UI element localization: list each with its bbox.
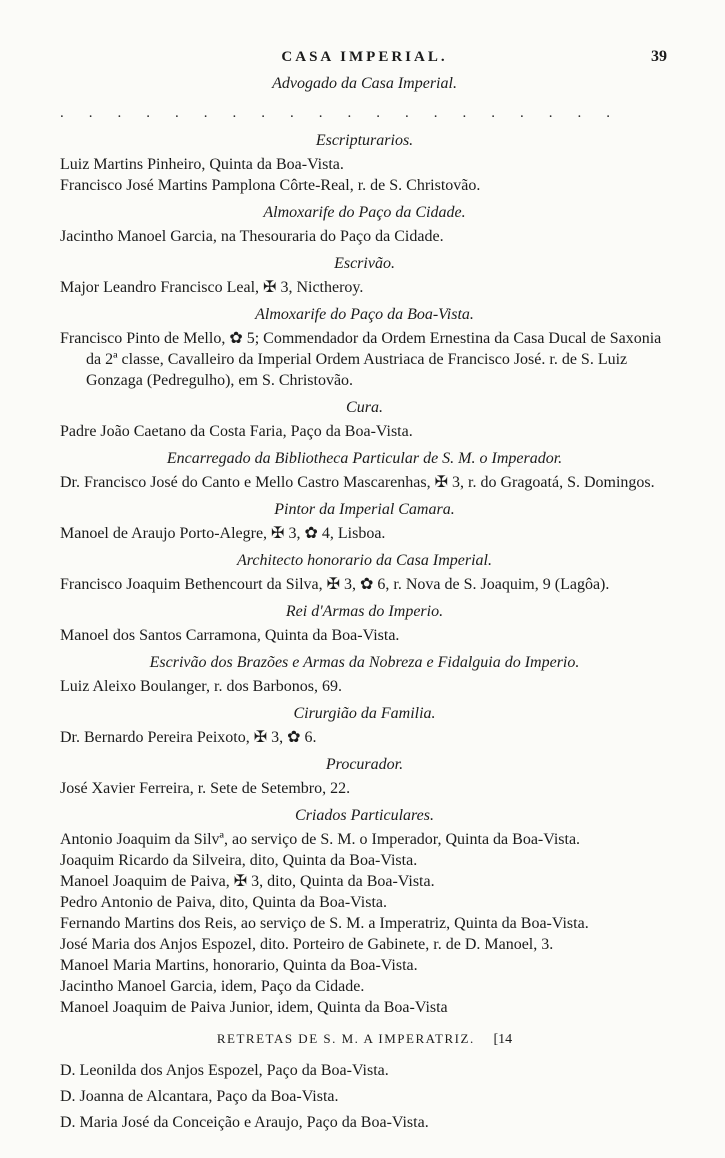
section-heading: Cura. xyxy=(346,399,383,416)
directory-entry: Luiz Aleixo Boulanger, r. dos Barbonos, 69. xyxy=(60,678,342,695)
dotted-separator: .................... xyxy=(60,105,635,121)
directory-entry: Manoel Joaquim de Paiva, ✠ 3, dito, Quinta da Boa-Vista. xyxy=(60,873,435,890)
section-heading: Almoxarife do Paço da Boa-Vista. xyxy=(255,306,474,323)
section-cura xyxy=(60,397,669,442)
directory-entry: Antonio Joaquim da Silvª, ao serviço de S. M. o Imperador, Quinta da Boa-Vista. xyxy=(60,831,581,848)
directory-entry: Manoel dos Santos Carramona, Quinta da Boa-Vista. xyxy=(60,627,400,644)
directory-entry: D. Maria José da Conceição e Araujo, Paço da Boa-Vista. xyxy=(60,1114,429,1131)
section-rei-darmas xyxy=(60,601,669,646)
section-retretas xyxy=(60,1028,669,1133)
section-almoxarife-boa-vista xyxy=(60,304,669,391)
section-architecto xyxy=(60,550,669,595)
section-heading: Procurador. xyxy=(325,756,404,773)
section-heading-text: RETRETAS DE S. M. A IMPERATRIZ. xyxy=(216,1031,475,1046)
section-cirurgiao xyxy=(60,703,669,748)
directory-entry: Francisco José Martins Pamplona Côrte-Real, r. de S. Christovão. xyxy=(60,177,481,194)
directory-entry: Manoel Maria Martins, honorario, Quinta da Boa-Vista. xyxy=(60,957,418,974)
directory-entry: Dr. Bernardo Pereira Peixoto, ✠ 3, ✿ 6. xyxy=(60,729,317,746)
section-bibliotheca xyxy=(60,448,669,493)
directory-entry: Manoel Joaquim de Paiva Junior, idem, Quinta da Boa-Vista xyxy=(60,999,448,1016)
directory-entry: Jacintho Manoel Garcia, na Thesouraria do Paço da Cidade. xyxy=(60,228,444,245)
directory-entry: Padre João Caetano da Costa Faria, Paço da Boa-Vista. xyxy=(60,423,413,440)
section-heading: Rei d'Armas do Imperio. xyxy=(285,603,444,620)
section-escrivao xyxy=(60,253,669,298)
directory-entry: Pedro Antonio de Paiva, dito, Quinta da Boa-Vista. xyxy=(60,894,387,911)
section-heading: Pintor da Imperial Camara. xyxy=(274,501,455,518)
directory-entry: Francisco Joaquim Bethencourt da Silva, ✠ 3, ✿ 6, r. Nova de S. Joaquim, 9 (Lagôa). xyxy=(60,576,610,593)
section-criados-particulares xyxy=(60,805,669,1018)
directory-entry: Jacintho Manoel Garcia, idem, Paço da Cidade. xyxy=(60,978,365,995)
section-heading xyxy=(60,1028,669,1050)
directory-entry: Dr. Francisco José do Canto e Mello Castro Mascarenhas, ✠ 3, r. do Gragoatá, S. Domingos. xyxy=(60,474,655,491)
directory-entry: Luiz Martins Pinheiro, Quinta da Boa-Vista. xyxy=(60,156,344,173)
section-heading: Encarregado da Bibliotheca Particular de S. M. o Imperador. xyxy=(166,450,563,467)
section-pintor xyxy=(60,499,669,544)
directory-entry: José Xavier Ferreira, r. Sete de Setembro, 22. xyxy=(60,780,351,797)
directory-entry: Joaquim Ricardo da Silveira, dito, Quinta da Boa-Vista. xyxy=(60,852,418,869)
section-procurador xyxy=(60,754,669,799)
section-escrivao-brazoes xyxy=(60,652,669,697)
section-almoxarife-cidade xyxy=(60,202,669,247)
section-heading: Almoxarife do Paço da Cidade. xyxy=(263,204,466,221)
printer-signature-mark: [14 xyxy=(493,1032,513,1047)
directory-entry: José Maria dos Anjos Espozel, dito. Porteiro de Gabinete, r. de D. Manoel, 3. xyxy=(60,936,554,953)
directory-entry: Major Leandro Francisco Leal, ✠ 3, Nictheroy. xyxy=(60,279,364,296)
section-heading: Escripturarios. xyxy=(315,132,414,149)
page-number: 39 xyxy=(651,48,667,65)
page-header xyxy=(60,46,669,68)
section-heading: Architecto honorario da Casa Imperial. xyxy=(237,552,492,569)
directory-entry: D. Leonilda dos Anjos Espozel, Paço da Boa-Vista. xyxy=(60,1062,389,1079)
directory-entry: Francisco Pinto de Mello, ✿ 5; Commendador da Ordem Ernestina da Casa Ducal de Saxonia da 2ª classe, Cavalleiro da Imperial Ordem Austriaca de Francisco José. r. de S. Luiz Gonzaga (Pedregulho), em S. Christovão. xyxy=(60,330,662,389)
section-heading: Criados Particulares. xyxy=(295,807,434,824)
section-heading: Escrivão dos Brazões e Armas da Nobreza e Fidalguia do Imperio. xyxy=(149,654,580,671)
section-heading: Cirurgião da Familia. xyxy=(293,705,436,722)
directory-entry: Manoel de Araujo Porto-Alegre, ✠ 3, ✿ 4, Lisboa. xyxy=(60,525,386,542)
page-title: CASA IMPERIAL. xyxy=(281,49,448,65)
page-subtitle: Advogado da Casa Imperial. xyxy=(272,75,457,92)
section-heading: Escrivão. xyxy=(334,255,395,272)
directory-entry: Fernando Martins dos Reis, ao serviço de S. M. a Imperatriz, Quinta da Boa-Vista. xyxy=(60,915,589,932)
section-escripturarios xyxy=(60,130,669,196)
directory-entry: D. Joanna de Alcantara, Paço da Boa-Vista. xyxy=(60,1088,339,1105)
